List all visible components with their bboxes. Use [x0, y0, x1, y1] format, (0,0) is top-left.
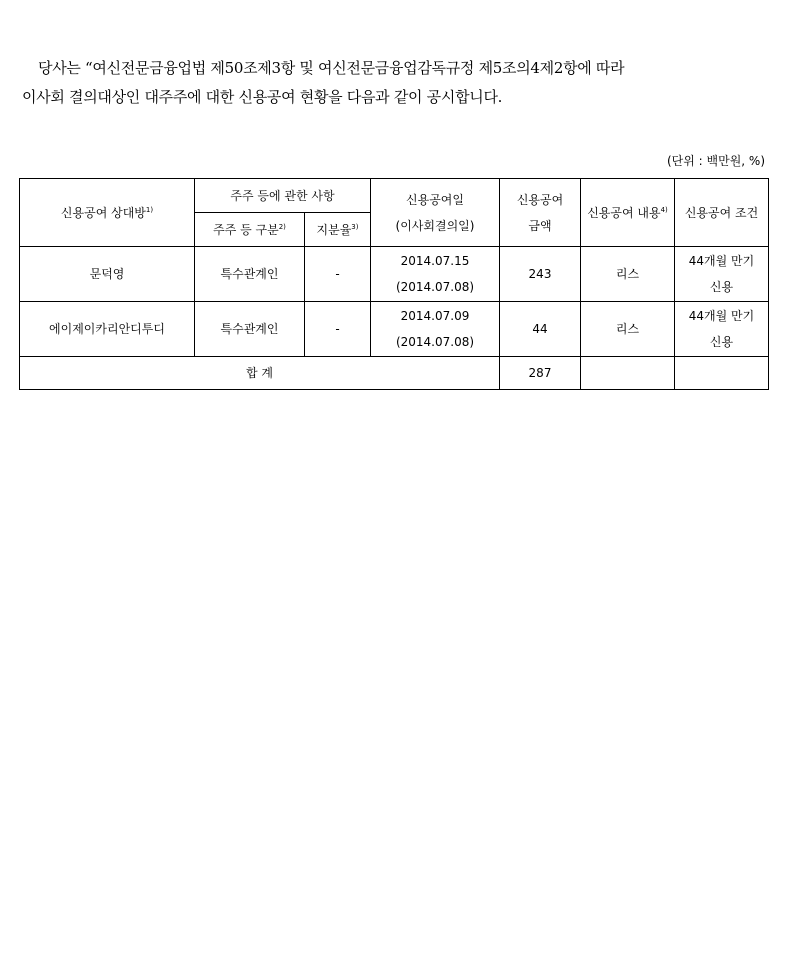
cell-date: 2014.07.15	[400, 254, 470, 268]
header-shareholder-type-label: 주주 등 구분	[213, 222, 279, 237]
disclosure-intro	[22, 54, 782, 112]
cell-board-date: (2014.07.08)	[395, 335, 475, 349]
cell-counterparty: 문덕영	[20, 247, 195, 302]
cell-terms-line-2: 신용	[709, 335, 734, 349]
header-amount-line-1: 신용공여	[516, 192, 564, 207]
header-content	[581, 179, 675, 247]
header-board-date-label: (이사회결의일)	[395, 218, 475, 233]
cell-amount: 44	[500, 302, 581, 357]
cell-counterparty: 에이제이카리안디투디	[20, 302, 195, 357]
cell-date: 2014.07.09	[400, 309, 470, 323]
cell-content: 리스	[581, 247, 675, 302]
unit-label: (단위 : 백만원, %)	[666, 154, 765, 168]
header-counterparty	[20, 179, 195, 247]
intro-line-2: 이사회 결의대상인 대주주에 대한 신용공여 현황을 다음과 같이 공시합니다.	[22, 88, 503, 106]
header-row-1	[20, 179, 769, 213]
header-amount-line-2: 금액	[528, 218, 552, 233]
cell-board-date: (2014.07.08)	[395, 280, 475, 294]
header-credit-date-label: 신용공여일	[406, 192, 464, 207]
header-content-label: 신용공여 내용	[587, 205, 661, 220]
header-credit-date	[371, 179, 500, 247]
cell-shareholder-type: 특수관계인	[195, 247, 305, 302]
cell-terms-line-2: 신용	[709, 280, 734, 294]
table-row	[20, 302, 769, 357]
header-share-ratio	[305, 213, 371, 247]
cell-content: 리스	[581, 302, 675, 357]
cell-terms-line-1: 44개월 만기	[688, 309, 755, 323]
total-amount: 287	[500, 357, 581, 390]
total-label: 합 계	[20, 357, 500, 390]
total-terms-empty	[675, 357, 769, 390]
cell-credit-date	[371, 247, 500, 302]
footnote-marker-4: 4)	[660, 205, 668, 214]
footnote-marker-2: 2)	[278, 222, 286, 231]
header-amount	[500, 179, 581, 247]
total-content-empty	[581, 357, 675, 390]
credit-disclosure-table	[19, 178, 769, 390]
intro-line-1: 당사는 “여신전문금융업법 제50조제3항 및 여신전문금융업감독규정 제5조의4제2항에 따라	[38, 59, 625, 77]
header-shareholder-type	[195, 213, 305, 247]
footnote-marker-1: 1)	[145, 205, 154, 214]
table-row	[20, 247, 769, 302]
total-row	[20, 357, 769, 390]
footnote-marker-3: 3)	[351, 222, 359, 231]
cell-share-ratio: -	[305, 302, 371, 357]
cell-share-ratio: -	[305, 247, 371, 302]
header-share-ratio-label: 지분율	[316, 222, 352, 237]
header-counterparty-label: 신용공여 상대방	[60, 205, 146, 220]
cell-credit-date	[371, 302, 500, 357]
header-shareholder-group: 주주 등에 관한 사항	[195, 179, 371, 213]
cell-terms-line-1: 44개월 만기	[688, 254, 755, 268]
cell-terms	[675, 247, 769, 302]
cell-terms	[675, 302, 769, 357]
header-terms: 신용공여 조건	[675, 179, 769, 247]
cell-shareholder-type: 특수관계인	[195, 302, 305, 357]
cell-amount: 243	[500, 247, 581, 302]
